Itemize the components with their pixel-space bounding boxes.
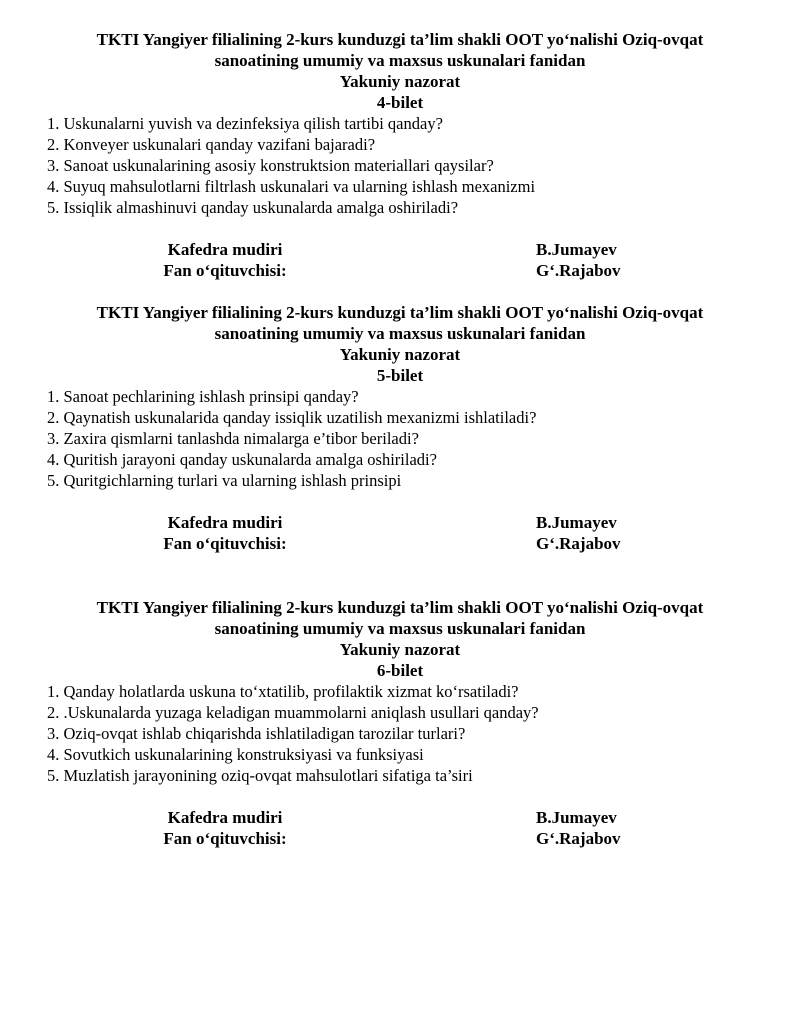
title-line-1: TKTI Yangiyer filialining 2-kurs kunduzgi ta’lim shakli OOT yo‘nalishi Oziq-ovqat (96, 303, 704, 322)
head-of-department-label: Kafedra mudiri (167, 808, 283, 827)
signature-row-head (0, 807, 800, 828)
exam-ticket-4 (0, 29, 800, 281)
question-item: 3. Oziq-ovqat ishlab chiqarishda ishlatiladigan tarozilar turlari? (47, 724, 466, 743)
signature-block (0, 512, 800, 554)
question-item: 1. Sanoat pechlarining ishlash prinsipi qanday? (47, 387, 359, 406)
question-item: 4. Sovutkich uskunalarining konstruksiyasi va funksiyasi (47, 745, 424, 764)
signature-row-teacher (0, 533, 800, 554)
exam-type: Yakuniy nazorat (339, 345, 461, 364)
signature-block (0, 807, 800, 849)
signature-row-head (0, 512, 800, 533)
question-item: 5. Issiqlik almashinuvi qanday uskunalarda amalga oshiriladi? (47, 198, 459, 217)
signature-block (0, 239, 800, 281)
ticket-number: 6-bilet (376, 661, 424, 680)
question-item: 2. Qaynatish uskunalarida qanday issiqlik uzatilish mexanizmi ishlatiladi? (47, 408, 537, 427)
exam-ticket-5 (0, 302, 800, 554)
teacher-label: Fan o‘qituvchisi: (163, 829, 287, 848)
teacher-name: G‘.Rajabov (536, 829, 621, 848)
teacher-label: Fan o‘qituvchisi: (163, 261, 287, 280)
ticket-number: 5-bilet (376, 366, 424, 385)
ticket-number: 4-bilet (376, 93, 424, 112)
signature-row-head (0, 239, 800, 260)
teacher-name: G‘.Rajabov (536, 261, 621, 280)
head-of-department-label: Kafedra mudiri (167, 513, 283, 532)
question-list (47, 386, 767, 491)
question-item: 5. Muzlatish jarayonining oziq-ovqat mahsulotlari sifatiga ta’siri (47, 766, 473, 785)
head-of-department-name: B.Jumayev (536, 240, 617, 259)
signature-row-teacher (0, 260, 800, 281)
title-line-2: sanoatining umumiy va maxsus uskunalari fanidan (214, 324, 586, 343)
question-item: 3. Sanoat uskunalarining asosiy konstruktsion materiallari qaysilar? (47, 156, 494, 175)
ticket-title (0, 597, 800, 639)
question-item: 2. .Uskunalarda yuzaga keladigan muammolarni aniqlash usullari qanday? (47, 703, 539, 722)
question-item: 3. Zaxira qismlarni tanlashda nimalarga e’tibor beriladi? (47, 429, 419, 448)
teacher-label: Fan o‘qituvchisi: (163, 534, 287, 553)
signature-row-teacher (0, 828, 800, 849)
question-list (47, 113, 767, 218)
question-item: 4. Suyuq mahsulotlarni filtrlash uskunalari va ularning ishlash mexanizmi (47, 177, 536, 196)
ticket-title (0, 29, 800, 71)
question-item: 4. Quritish jarayoni qanday uskunalarda amalga oshiriladi? (47, 450, 437, 469)
title-line-1: TKTI Yangiyer filialining 2-kurs kunduzgi ta’lim shakli OOT yo‘nalishi Oziq-ovqat (96, 598, 704, 617)
question-item: 2. Konveyer uskunalari qanday vazifani bajaradi? (47, 135, 376, 154)
ticket-title (0, 302, 800, 344)
head-of-department-name: B.Jumayev (536, 513, 617, 532)
head-of-department-name: B.Jumayev (536, 808, 617, 827)
title-line-1: TKTI Yangiyer filialining 2-kurs kunduzgi ta’lim shakli OOT yo‘nalishi Oziq-ovqat (96, 30, 704, 49)
question-item: 5. Quritgichlarning turlari va ularning ishlash prinsipi (47, 471, 402, 490)
question-item: 1. Qanday holatlarda uskuna to‘xtatilib, profilaktik xizmat ko‘rsatiladi? (47, 682, 519, 701)
title-line-2: sanoatining umumiy va maxsus uskunalari fanidan (214, 51, 586, 70)
question-item: 1. Uskunalarni yuvish va dezinfeksiya qilish tartibi qanday? (47, 114, 443, 133)
head-of-department-label: Kafedra mudiri (167, 240, 283, 259)
title-line-2: sanoatining umumiy va maxsus uskunalari fanidan (214, 619, 586, 638)
exam-ticket-6 (0, 597, 800, 849)
exam-type: Yakuniy nazorat (339, 640, 461, 659)
question-list (47, 681, 767, 786)
teacher-name: G‘.Rajabov (536, 534, 621, 553)
exam-type: Yakuniy nazorat (339, 72, 461, 91)
